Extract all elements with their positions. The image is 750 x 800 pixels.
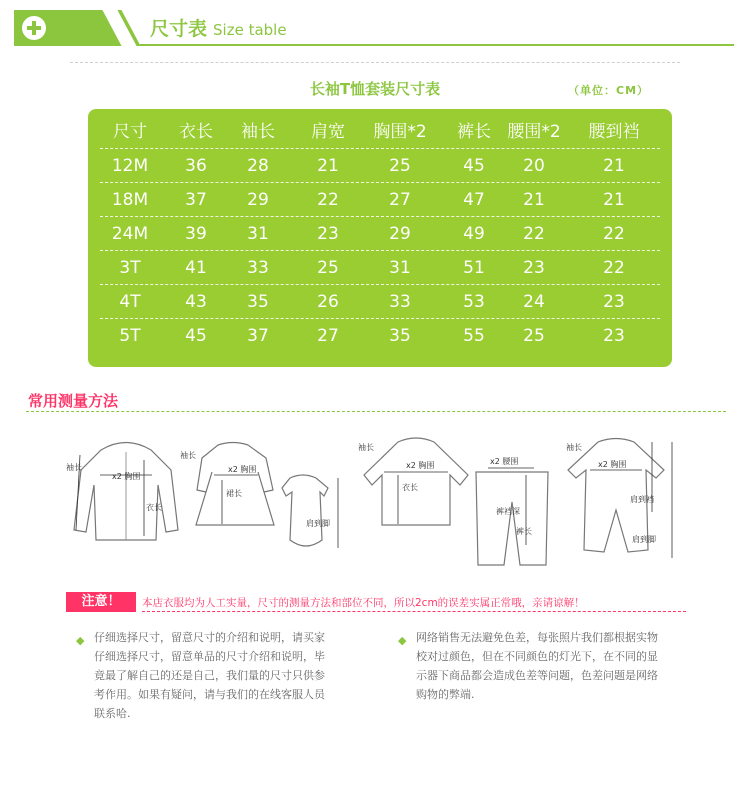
table-cell: 23 xyxy=(603,292,625,312)
table-cell: 29 xyxy=(389,224,411,244)
table-row xyxy=(88,149,672,183)
table-cell: 23 xyxy=(523,258,545,278)
label-pants-length: 裤长 xyxy=(516,527,532,536)
label-shoulder-to-foot: 肩到脚 xyxy=(632,535,656,544)
table-cell: 22 xyxy=(523,224,545,244)
table-unit: （单位：CM） xyxy=(568,84,650,97)
label-chest: x2 胸围 xyxy=(598,460,627,469)
diamond-icon: ◆ xyxy=(76,634,85,647)
table-cell: 55 xyxy=(463,326,485,346)
note-left: ◆ 仔细选择尺寸，留意尺寸的介绍和说明，请买家 仔细选择尺寸，留意单品的尺寸介绍和说明，毕 竟最了解自己的还是自己，我们量的尺寸只供参 考作用。如果有疑问，请与我们的在线客服人员 联系哈. xyxy=(76,631,325,720)
table-cell: 53 xyxy=(463,292,485,312)
romper-diagram xyxy=(568,430,698,570)
diamond-icon: ◆ xyxy=(398,634,407,647)
table-cell: 37 xyxy=(247,326,269,346)
table-header-cell: 尺寸 xyxy=(113,122,147,142)
table-cell: 29 xyxy=(247,190,269,210)
label-sleeve: 袖长 xyxy=(566,443,582,452)
table-cell: 21 xyxy=(603,190,625,210)
table-cell: 21 xyxy=(603,156,625,176)
label-chest: x2 胸围 xyxy=(406,461,435,470)
table-cell: 5T xyxy=(119,326,141,346)
table-cell: 20 xyxy=(523,156,545,176)
table-title: 长袖T恤套装尺寸表 xyxy=(309,80,441,98)
table-cell: 3T xyxy=(119,258,141,278)
label-chest: x2 胸围 xyxy=(228,465,257,474)
table-cell: 22 xyxy=(603,258,625,278)
table-cell: 37 xyxy=(185,190,207,210)
label-waist: x2 腰围 xyxy=(490,457,519,466)
table-cell: 27 xyxy=(317,326,339,346)
label-crotch: 裤裆深 xyxy=(496,507,520,516)
table-cell: 22 xyxy=(317,190,339,210)
table-cell: 49 xyxy=(463,224,485,244)
table-cell: 41 xyxy=(185,258,207,278)
label-shoulder-to-foot: 肩到脚 xyxy=(306,519,330,528)
table-header-cell: 袖长 xyxy=(241,122,275,142)
table-cell: 23 xyxy=(317,224,339,244)
table-cell: 24 xyxy=(523,292,545,312)
plus-icon xyxy=(22,16,46,40)
label-sleeve: 袖长 xyxy=(358,443,374,452)
note-right: ◆ 网络销售无法避免色差，每张照片我们都根据实物 校对过颜色，但在不同颜色的灯光下，在不同的显 示器下商品都会造成色差等问题，色差问题是网络 购物的弊端. xyxy=(398,631,658,701)
jacket-diagram xyxy=(66,430,186,550)
table-cell: 18M xyxy=(111,190,149,210)
table-cell: 35 xyxy=(247,292,269,312)
shirt-pants-diagram xyxy=(358,430,558,570)
table-header-cell: 腰到裆 xyxy=(588,122,640,142)
section-title: 尺寸表 Size table xyxy=(150,18,287,40)
divider xyxy=(26,411,726,412)
dress-diagram xyxy=(178,430,358,560)
table-cell: 22 xyxy=(603,224,625,244)
table-cell: 21 xyxy=(317,156,339,176)
table-cell: 25 xyxy=(317,258,339,278)
table-cell: 26 xyxy=(317,292,339,312)
table-cell: 33 xyxy=(389,292,411,312)
label-sleeve: 袖长 xyxy=(180,451,196,460)
table-cell: 25 xyxy=(523,326,545,346)
table-header-cell: 衣长 xyxy=(179,122,213,142)
table-cell: 31 xyxy=(247,224,269,244)
table-cell: 39 xyxy=(185,224,207,244)
table-cell: 43 xyxy=(185,292,207,312)
table-row xyxy=(88,319,672,353)
notice-tag: 注意！ xyxy=(66,592,136,612)
table-cell: 47 xyxy=(463,190,485,210)
table-row xyxy=(88,251,672,285)
size-table xyxy=(88,109,672,367)
table-cell: 45 xyxy=(185,326,207,346)
notice-text: 本店衣服均为人工实量，尺寸的测量方法和部位不同，所以2cm的误差实属正常哦，亲请谅解！ xyxy=(142,597,585,609)
table-cell: 45 xyxy=(463,156,485,176)
label-length: 衣长 xyxy=(402,483,418,492)
table-header-cell: 胸围*2 xyxy=(373,122,427,142)
table-header-cell: 裤长 xyxy=(457,122,491,142)
table-cell: 12M xyxy=(111,156,149,176)
label-chest: x2 胸围 xyxy=(112,472,141,481)
table-header-row xyxy=(88,115,672,149)
table-cell: 4T xyxy=(119,292,141,312)
label-length: 衣长 xyxy=(146,503,162,512)
divider xyxy=(70,62,680,63)
table-header-cell: 肩宽 xyxy=(311,122,345,142)
measure-title: 常用测量方法 xyxy=(28,392,119,410)
table-cell: 31 xyxy=(389,258,411,278)
table-cell: 35 xyxy=(389,326,411,346)
table-cell: 25 xyxy=(389,156,411,176)
notice-bar xyxy=(66,592,686,612)
table-cell: 27 xyxy=(389,190,411,210)
table-cell: 23 xyxy=(603,326,625,346)
table-cell: 21 xyxy=(523,190,545,210)
table-header-cell: 腰围*2 xyxy=(507,122,561,142)
label-shoulder-to-crotch: 肩到裆 xyxy=(630,495,654,504)
table-cell: 51 xyxy=(463,258,485,278)
section-header xyxy=(0,0,750,52)
label-sleeve: 袖长 xyxy=(66,463,82,472)
table-cell: 24M xyxy=(111,224,149,244)
table-cell: 28 xyxy=(247,156,269,176)
table-cell: 36 xyxy=(185,156,207,176)
table-row xyxy=(88,217,672,251)
table-cell: 33 xyxy=(247,258,269,278)
table-row xyxy=(88,285,672,319)
label-dress-length: 裙长 xyxy=(226,489,242,498)
table-row xyxy=(88,183,672,217)
